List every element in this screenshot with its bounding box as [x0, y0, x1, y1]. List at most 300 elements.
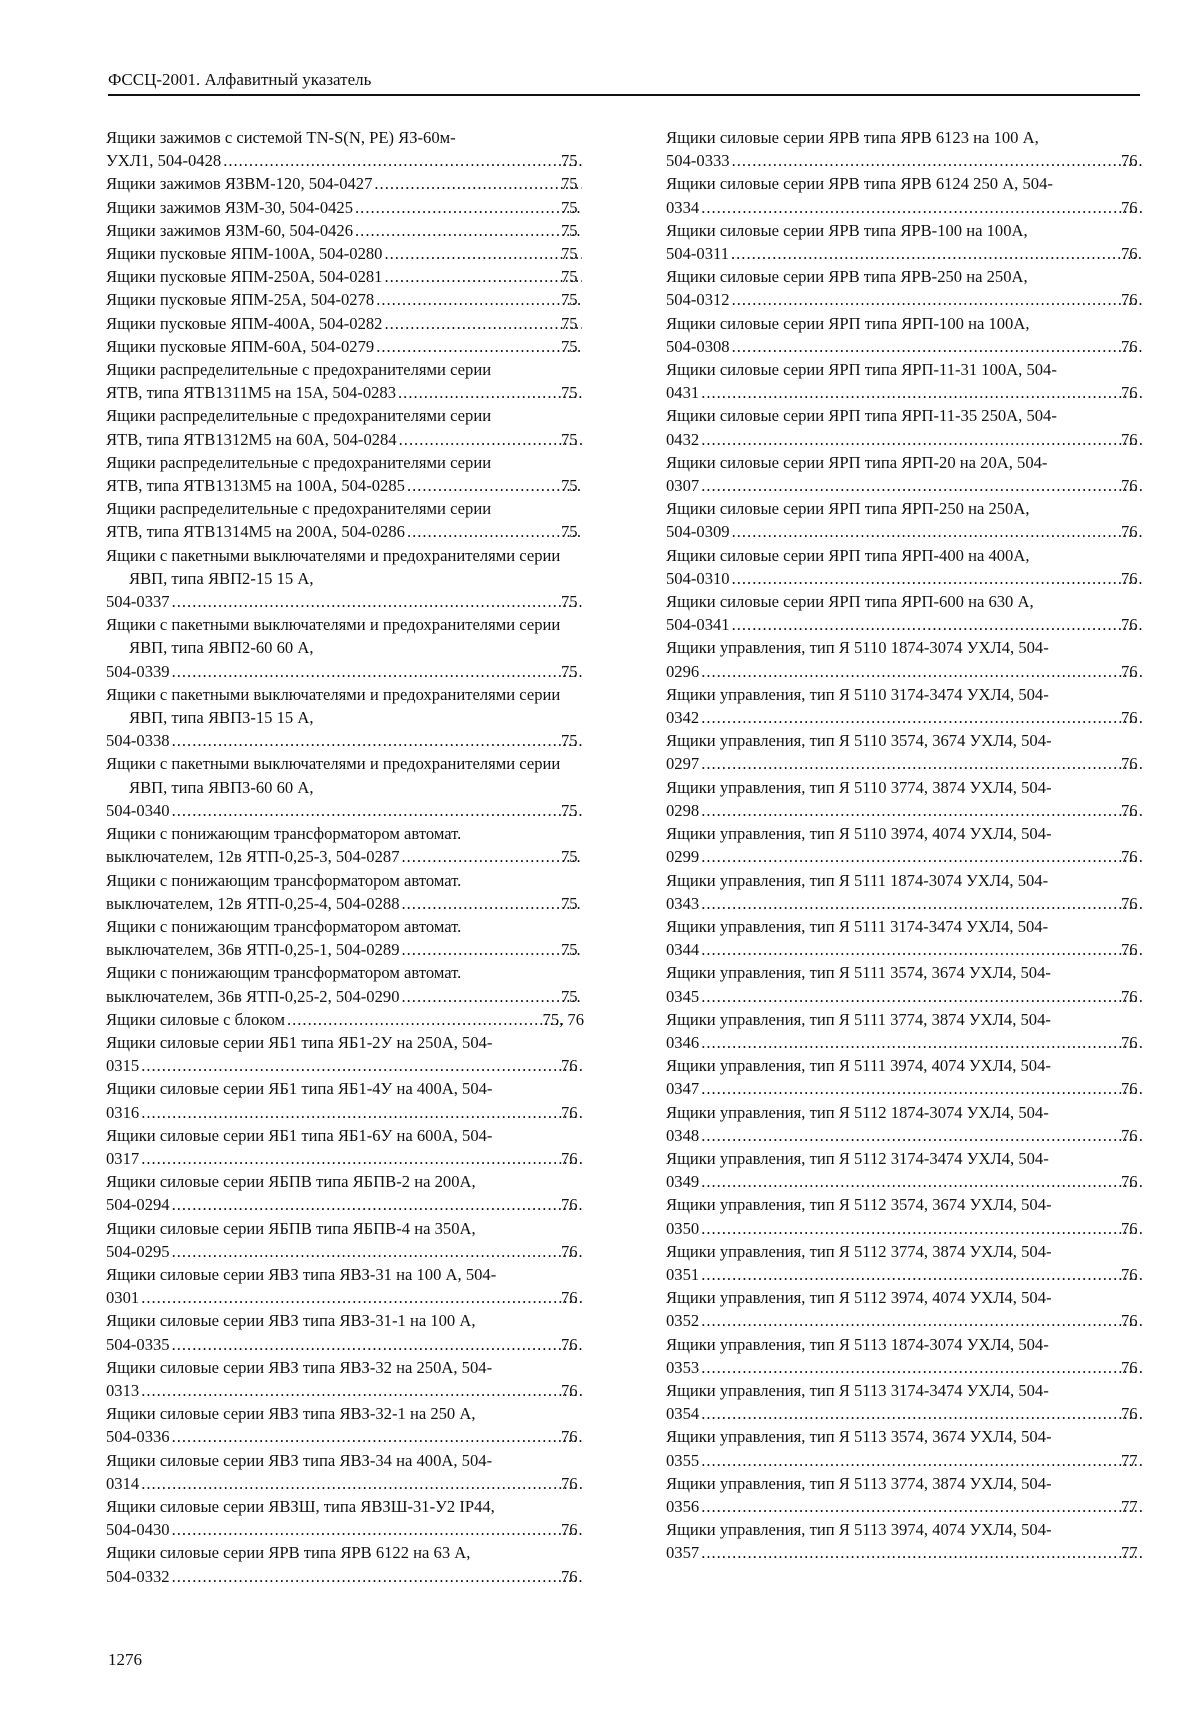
- index-entry: [106, 288, 584, 311]
- index-entry: [106, 1402, 584, 1448]
- dot-leader: [701, 1170, 1142, 1193]
- index-entry: [106, 404, 584, 450]
- entry-title: Ящики силовые серии ЯРП типа ЯРП-250 на 250А,: [666, 499, 1030, 519]
- entry-line: выключателем, 12в ЯТП-0,25-4, 504-0288 ..... 75: [129, 892, 584, 915]
- entry-line: 0356 ..... 77: [689, 1495, 1144, 1518]
- entry-text: 0342: [666, 708, 700, 728]
- entry-line: 0296 ..... 76: [689, 660, 1144, 683]
- dot-leader: [398, 381, 582, 404]
- entry-title: Ящики с пакетными выключателями и предохранителями серии ЯВП, типа ЯВП2-60 60 А,: [106, 615, 561, 658]
- dot-leader: [701, 660, 1142, 683]
- entry-line: Ящики зажимов ЯЗМ-60, 504-0426 ..... 75: [129, 219, 584, 242]
- entry-title: Ящики с понижающим трансформатором автомат.: [106, 870, 462, 890]
- dot-leader: [141, 1147, 582, 1170]
- index-entry: [666, 1008, 1144, 1054]
- dot-leader: [701, 752, 1142, 775]
- entry-text: 504-0310: [666, 568, 730, 588]
- entry-text: 504-0335: [106, 1334, 170, 1354]
- entry-title: Ящики распределительные с предохранителями серии: [106, 452, 492, 472]
- dot-leader: [384, 242, 582, 265]
- entry-title: Ящики силовые серии ЯРП типа ЯРП-600 на 630 А,: [666, 592, 1034, 612]
- entry-title: Ящики управления, тип Я 5110 3774, 3874 УХЛ4, 504-: [666, 777, 1052, 797]
- entry-text: 504-0337: [106, 592, 170, 612]
- index-entry: [106, 1170, 584, 1216]
- entry-title: Ящики управления, тип Я 5110 1874-3074 УХЛ4, 504-: [666, 638, 1049, 658]
- entry-title: Ящики силовые серии ЯРВ типа ЯРВ 6124 250 А, 504-: [666, 174, 1053, 194]
- entry-text: 0353: [666, 1357, 700, 1377]
- entry-text: 0317: [106, 1148, 140, 1168]
- entry-text: 0301: [106, 1288, 140, 1308]
- entry-line: 504-0336 ..... 76: [129, 1425, 584, 1448]
- dot-leader: [732, 335, 1142, 358]
- index-entry: [666, 358, 1144, 404]
- entry-line: ЯТВ, типа ЯТВ1314М5 на 200А, 504-0286 ..... 75: [129, 520, 584, 543]
- entry-title: Ящики управления, тип Я 5111 3974, 4074 УХЛ4, 504-: [666, 1056, 1051, 1076]
- dot-leader: [374, 172, 582, 195]
- entry-title: Ящики с понижающим трансформатором автомат.: [106, 963, 462, 983]
- dot-leader: [172, 1425, 582, 1448]
- entry-line: 0313 ..... 76: [129, 1379, 584, 1402]
- index-entry: [106, 1541, 584, 1587]
- entry-line: 504-0308 ..... 76: [689, 335, 1144, 358]
- index-entry: [666, 729, 1144, 775]
- dot-leader: [141, 1286, 582, 1309]
- entry-text: 504-0336: [106, 1427, 170, 1447]
- entry-line: Ящики пусковые ЯПМ-250А, 504-0281 ..... 75: [129, 265, 584, 288]
- entry-line: 504-0311 ..... 76: [689, 242, 1144, 265]
- index-entry: [106, 196, 584, 219]
- dot-leader: [141, 1379, 582, 1402]
- entry-text: 0296: [666, 661, 700, 681]
- dot-leader: [172, 1333, 582, 1356]
- entry-text: Ящики зажимов ЯЗМ-60, 504-0426: [106, 220, 354, 240]
- index-entry: [106, 1356, 584, 1402]
- index-entry: [106, 869, 584, 915]
- entry-title: Ящики с пакетными выключателями и предохранителями серии ЯВП, типа ЯВП2-15 15 А,: [106, 545, 561, 588]
- entry-line: 0344 ..... 76: [689, 938, 1144, 961]
- entry-text: выключателем, 36в ЯТП-0,25-1, 504-0289: [106, 940, 400, 960]
- dot-leader: [732, 520, 1142, 543]
- entry-line: 504-0333 ..... 76: [689, 149, 1144, 172]
- entry-text: 504-0308: [666, 336, 730, 356]
- entry-title: Ящики распределительные с предохранителями серии: [106, 360, 492, 380]
- index-entry: [666, 961, 1144, 1007]
- dot-leader: [701, 706, 1142, 729]
- page-number: 1276: [108, 1650, 142, 1669]
- entry-text: 0351: [666, 1264, 700, 1284]
- index-entry: [106, 172, 584, 195]
- entry-text: 0316: [106, 1102, 140, 1122]
- entry-text: 0314: [106, 1473, 140, 1493]
- entry-text: 504-0341: [666, 615, 730, 635]
- entry-title: Ящики силовые серии ЯВЗ типа ЯВЗ-31 на 100 А, 504-: [106, 1264, 497, 1284]
- index-entry: [666, 915, 1144, 961]
- index-entry: [666, 265, 1144, 311]
- entry-title: Ящики силовые серии ЯРВ типа ЯРВ-250 на 250А,: [666, 267, 1028, 287]
- entry-text: Ящики пусковые ЯПМ-100А, 504-0280: [106, 244, 383, 264]
- index-entry: [106, 613, 584, 683]
- index-entry: [106, 1449, 584, 1495]
- index-entry: [666, 1472, 1144, 1518]
- index-entry: [106, 1008, 584, 1031]
- entry-title: Ящики управления, тип Я 5111 3774, 3874 УХЛ4, 504-: [666, 1009, 1051, 1029]
- dot-leader: [701, 1309, 1142, 1332]
- index-entry: [666, 219, 1144, 265]
- entry-line: 0317 ..... 76: [129, 1147, 584, 1170]
- dot-leader: [172, 1193, 582, 1216]
- dot-leader: [223, 149, 582, 172]
- index-entry: [666, 1240, 1144, 1286]
- index-entry: [666, 544, 1144, 590]
- dot-leader: [701, 1356, 1142, 1379]
- entry-title: Ящики управления, тип Я 5113 1874-3074 УХЛ4, 504-: [666, 1334, 1049, 1354]
- entry-text: 504-0312: [666, 290, 730, 310]
- entry-title: Ящики с пакетными выключателями и предохранителями серии ЯВП, типа ЯВП3-60 60 А,: [106, 754, 561, 797]
- entry-text: 0349: [666, 1172, 700, 1192]
- index-entry: [106, 265, 584, 288]
- entry-text: 0355: [666, 1450, 700, 1470]
- entry-title: Ящики с понижающим трансформатором автомат.: [106, 916, 462, 936]
- index-entry: [106, 683, 584, 753]
- entry-text: 0356: [666, 1496, 700, 1516]
- entry-title: Ящики силовые серии ЯРП типа ЯРП-11-35 250А, 504-: [666, 406, 1057, 426]
- dot-leader: [732, 567, 1142, 590]
- entry-text: 0334: [666, 197, 700, 217]
- entry-line: 0354 ..... 76: [689, 1402, 1144, 1425]
- index-column-right: [666, 126, 1144, 1565]
- entry-title: Ящики зажимов с системой TN-S(N, PE) ЯЗ-60м-: [106, 128, 456, 147]
- entry-text: 0315: [106, 1056, 140, 1076]
- entry-text: 504-0311: [666, 244, 729, 264]
- entry-title: Ящики управления, тип Я 5110 3974, 4074 УХЛ4, 504-: [666, 824, 1052, 844]
- entry-text: Ящики силовые с блоком: [106, 1009, 285, 1029]
- dot-leader: [701, 799, 1142, 822]
- dot-leader: [402, 892, 583, 915]
- entry-text: Ящики пусковые ЯПМ-60А, 504-0279: [106, 336, 375, 356]
- entry-line: Ящики пусковые ЯПМ-60А, 504-0279 ..... 75: [129, 335, 584, 358]
- dot-leader: [732, 149, 1142, 172]
- entry-title: Ящики с понижающим трансформатором автомат.: [106, 824, 462, 844]
- entry-title: Ящики управления, тип Я 5112 1874-3074 УХЛ4, 504-: [666, 1102, 1049, 1122]
- dot-leader: [141, 1054, 582, 1077]
- entry-title: Ящики управления, тип Я 5110 3574, 3674 УХЛ4, 504-: [666, 731, 1052, 751]
- index-entry: [106, 242, 584, 265]
- entry-line: 504-0294 ..... 76: [129, 1193, 584, 1216]
- index-entry: [666, 1333, 1144, 1379]
- entry-title: Ящики управления, тип Я 5113 3574, 3674 УХЛ4, 504-: [666, 1427, 1052, 1447]
- dot-leader: [355, 219, 582, 242]
- entry-title: Ящики силовые серии ЯРВ типа ЯРВ-100 на 100А,: [666, 220, 1028, 240]
- entry-text: 0343: [666, 893, 700, 913]
- entry-text: 504-0430: [106, 1520, 170, 1540]
- dot-leader: [701, 938, 1142, 961]
- entry-text: 504-0333: [666, 151, 730, 171]
- index-entry: [106, 126, 584, 172]
- entry-title: Ящики силовые серии ЯБ1 типа ЯБ1-2У на 250А, 504-: [106, 1032, 493, 1052]
- entry-title: Ящики силовые серии ЯРВ типа ЯРВ 6123 на 100 А,: [666, 128, 1039, 147]
- dot-leader: [376, 335, 582, 358]
- index-entry: [666, 869, 1144, 915]
- entry-title: Ящики управления, тип Я 5111 3574, 3674 УХЛ4, 504-: [666, 963, 1051, 983]
- dot-leader: [172, 1240, 582, 1263]
- index-entry: [666, 1054, 1144, 1100]
- index-entry: [106, 544, 584, 614]
- index-entry: [106, 961, 584, 1007]
- dot-leader: [701, 1402, 1142, 1425]
- entry-text: 0432: [666, 429, 700, 449]
- dot-leader: [402, 938, 583, 961]
- index-entry: [666, 1193, 1144, 1239]
- dot-leader: [172, 729, 582, 752]
- entry-text: Ящики зажимов ЯЗМ-30, 504-0425: [106, 197, 354, 217]
- index-entry: [666, 172, 1144, 218]
- index-entry: [666, 497, 1144, 543]
- entry-text: выключателем, 36в ЯТП-0,25-2, 504-0290: [106, 986, 400, 1006]
- index-entry: [106, 1263, 584, 1309]
- index-entry: [106, 1309, 584, 1355]
- dot-leader: [141, 1101, 582, 1124]
- dot-leader: [407, 520, 582, 543]
- index-entry: [666, 590, 1144, 636]
- dot-leader: [172, 799, 582, 822]
- entry-line: 0343 ..... 76: [689, 892, 1144, 915]
- index-entry: [106, 822, 584, 868]
- index-entry: [106, 1495, 584, 1541]
- entry-line: 0301 ..... 76: [129, 1286, 584, 1309]
- entry-title: Ящики силовые серии ЯРП типа ЯРП-400 на 400А,: [666, 545, 1030, 565]
- entry-title: Ящики управления, тип Я 5112 3574, 3674 УХЛ4, 504-: [666, 1195, 1052, 1215]
- entry-title: Ящики силовые серии ЯВЗ типа ЯВЗ-31-1 на 100 А,: [106, 1311, 476, 1331]
- entry-title: Ящики распределительные с предохранителями серии: [106, 499, 492, 519]
- entry-text: 0350: [666, 1218, 700, 1238]
- index-entry: [666, 1379, 1144, 1425]
- entry-line: 0299 ..... 76: [689, 845, 1144, 868]
- entry-title: Ящики управления, тип Я 5110 3174-3474 УХЛ4, 504-: [666, 684, 1049, 704]
- entry-line: 0297 ..... 76: [689, 752, 1144, 775]
- index-entry: [666, 776, 1144, 822]
- dot-leader: [407, 474, 582, 497]
- entry-line: выключателем, 12в ЯТП-0,25-3, 504-0287 ..... 75: [129, 845, 584, 868]
- dot-leader: [701, 474, 1142, 497]
- dot-leader: [701, 1495, 1142, 1518]
- entry-text: 504-0295: [106, 1241, 170, 1261]
- entry-text: 0344: [666, 940, 700, 960]
- index-entry: [666, 1286, 1144, 1332]
- dot-leader: [701, 892, 1142, 915]
- entry-title: Ящики управления, тип Я 5113 3174-3474 УХЛ4, 504-: [666, 1380, 1049, 1400]
- entry-line: Ящики пусковые ЯПМ-400А, 504-0282 ..... 75: [129, 312, 584, 335]
- entry-text: ЯТВ, типа ЯТВ1312М5 на 60А, 504-0284: [106, 429, 397, 449]
- entry-title: Ящики управления, тип Я 5112 3974, 4074 УХЛ4, 504-: [666, 1288, 1052, 1308]
- entry-text: 504-0309: [666, 522, 730, 542]
- entry-line: 0355 ..... 77: [689, 1449, 1144, 1472]
- entry-text: Ящики пусковые ЯПМ-400А, 504-0282: [106, 313, 383, 333]
- index-entry: [666, 312, 1144, 358]
- entry-line: ЯТВ, типа ЯТВ1311М5 на 15А, 504-0283 ..... 75: [129, 381, 584, 404]
- index-entry: [666, 1518, 1144, 1564]
- entry-line: Ящики пусковые ЯПМ-25А, 504-0278 ..... 75: [129, 288, 584, 311]
- index-entry: [666, 404, 1144, 450]
- entry-line: [106, 1008, 584, 1031]
- entry-title: Ящики распределительные с предохранителями серии: [106, 406, 492, 426]
- index-entry: [106, 1124, 584, 1170]
- entry-line: 0342 ..... 76: [689, 706, 1144, 729]
- dot-leader: [172, 590, 582, 613]
- entry-line: 0348 ..... 76: [689, 1124, 1144, 1147]
- entry-line: 0350 ..... 76: [689, 1217, 1144, 1240]
- entry-line: 0352 ..... 76: [689, 1309, 1144, 1332]
- dot-leader: [141, 1472, 582, 1495]
- dot-leader: [355, 196, 582, 219]
- dot-leader: [732, 288, 1142, 311]
- entry-text: 0346: [666, 1032, 700, 1052]
- entry-line: 0432 ..... 76: [689, 428, 1144, 451]
- entry-text: 0431: [666, 383, 700, 403]
- entry-text: 0352: [666, 1311, 700, 1331]
- entry-title: Ящики с пакетными выключателями и предохранителями серии ЯВП, типа ЯВП3-15 15 А,: [106, 684, 561, 728]
- entry-text: ЯТВ, типа ЯТВ1311М5 на 15А, 504-0283: [106, 383, 397, 403]
- entry-line: 0431 ..... 76: [689, 381, 1144, 404]
- dot-leader: [731, 242, 1142, 265]
- entry-text: Ящики пусковые ЯПМ-25А, 504-0278: [106, 290, 375, 310]
- dot-leader: [172, 1518, 582, 1541]
- entry-title: Ящики силовые серии ЯРП типа ЯРП-20 на 20А, 504-: [666, 452, 1048, 472]
- entry-line: 0346 ..... 76: [689, 1031, 1144, 1054]
- entry-title: Ящики управления, тип Я 5111 3174-3474 УХЛ4, 504-: [666, 916, 1049, 936]
- entry-title: Ящики силовые серии ЯВЗ типа ЯВЗ-34 на 400А, 504-: [106, 1450, 493, 1470]
- entry-line: 0334 ..... 76: [689, 196, 1144, 219]
- entry-line: 0349 ..... 76: [689, 1170, 1144, 1193]
- entry-title: Ящики силовые серии ЯРП типа ЯРП-11-31 100А, 504-: [666, 360, 1057, 380]
- dot-leader: [732, 613, 1142, 636]
- entry-line: 0357 ..... 77: [689, 1541, 1144, 1564]
- dot-leader: [384, 312, 582, 335]
- index-entry: [666, 126, 1144, 172]
- entry-line: 0315 ..... 76: [129, 1054, 584, 1077]
- entry-line: 504-0430 ..... 76: [129, 1518, 584, 1541]
- entry-line: 0316 ..... 76: [129, 1101, 584, 1124]
- index-entry: [106, 497, 584, 543]
- index-entry: [666, 636, 1144, 682]
- entry-text: 504-0332: [106, 1566, 170, 1586]
- entry-title: Ящики силовые серии ЯРП типа ЯРП-100 на 100А,: [666, 313, 1030, 333]
- index-entry: [666, 683, 1144, 729]
- index-column-left: [106, 126, 584, 1588]
- entry-title: Ящики управления, тип Я 5112 3174-3474 УХЛ4, 504-: [666, 1148, 1049, 1168]
- index-entry: [106, 1077, 584, 1123]
- entry-text: 504-0294: [106, 1195, 170, 1215]
- entry-title: Ящики управления, тип Я 5113 3974, 4074 УХЛ4, 504-: [666, 1520, 1052, 1540]
- index-entry: [106, 312, 584, 335]
- index-entry: [106, 1217, 584, 1263]
- entry-text: 0297: [666, 754, 700, 774]
- entry-text: ЯТВ, типа ЯТВ1313М5 на 100А, 504-0285: [106, 476, 405, 496]
- entry-line: 0314 ..... 76: [129, 1472, 584, 1495]
- entry-text: ЯТВ, типа ЯТВ1314М5 на 200А, 504-0286: [106, 522, 405, 542]
- entry-title: Ящики управления, тип Я 5112 3774, 3874 УХЛ4, 504-: [666, 1241, 1052, 1261]
- entry-line: 0298 ..... 76: [689, 799, 1144, 822]
- dot-leader: [701, 428, 1142, 451]
- index-entry: [106, 915, 584, 961]
- dot-leader: [701, 1077, 1142, 1100]
- dot-leader: [287, 1008, 564, 1031]
- index-entry: [666, 1101, 1144, 1147]
- entry-line: 504-0337 ..... 75: [129, 590, 584, 613]
- index-entry: [666, 822, 1144, 868]
- index-entry: [106, 451, 584, 497]
- entry-text: 0348: [666, 1125, 700, 1145]
- dot-leader: [376, 288, 582, 311]
- entry-line: 0351 ..... 76: [689, 1263, 1144, 1286]
- entry-line: 504-0341 ..... 76: [689, 613, 1144, 636]
- dot-leader: [172, 1565, 582, 1588]
- entry-title: Ящики силовые серии ЯБПВ типа ЯБПВ-4 на 350А,: [106, 1218, 476, 1238]
- entry-title: Ящики силовые серии ЯРВ типа ЯРВ 6122 на 63 А,: [106, 1543, 471, 1563]
- entry-line: 504-0335 ..... 76: [129, 1333, 584, 1356]
- dot-leader: [172, 660, 582, 683]
- entry-line: 504-0312 ..... 76: [689, 288, 1144, 311]
- entry-line: 504-0295 ..... 76: [129, 1240, 584, 1263]
- entry-title: Ящики управления, тип Я 5113 3774, 3874 УХЛ4, 504-: [666, 1473, 1052, 1493]
- entry-line: 504-0340 ..... 75: [129, 799, 584, 822]
- entry-line: 504-0332 ..... 76: [129, 1565, 584, 1588]
- dot-leader: [701, 1124, 1142, 1147]
- entry-title: Ящики силовые серии ЯБ1 типа ЯБ1-6У на 600А, 504-: [106, 1125, 493, 1145]
- entry-line: 504-0309 ..... 76: [689, 520, 1144, 543]
- dot-leader: [402, 985, 583, 1008]
- entry-text: 0354: [666, 1404, 700, 1424]
- entry-title: Ящики силовые серии ЯВЗШ, типа ЯВЗШ-31-У2 IP44,: [106, 1496, 495, 1516]
- entry-title: Ящики силовые серии ЯБПВ типа ЯБПВ-2 на 200А,: [106, 1172, 476, 1192]
- entry-line: Ящики зажимов ЯЗВМ-120, 504-0427 ..... 75: [129, 172, 584, 195]
- entry-line: Ящики пусковые ЯПМ-100А, 504-0280 ..... 75: [129, 242, 584, 265]
- entry-title: Ящики силовые серии ЯВЗ типа ЯВЗ-32-1 на 250 А,: [106, 1404, 476, 1424]
- entry-text: 0345: [666, 986, 700, 1006]
- entry-text: 0313: [106, 1380, 140, 1400]
- entry-page-ref: 75, 76: [542, 1009, 584, 1029]
- entry-text: УХЛ1, 504-0428: [106, 151, 222, 171]
- entry-text: 0347: [666, 1079, 700, 1099]
- dot-leader: [701, 1449, 1142, 1472]
- entry-line: 0347 ..... 76: [689, 1077, 1144, 1100]
- entry-text: 0299: [666, 847, 700, 867]
- dot-leader: [402, 845, 583, 868]
- entry-line: 0345 ..... 76: [689, 985, 1144, 1008]
- index-entry: [666, 1425, 1144, 1471]
- index-entry: [106, 358, 584, 404]
- entry-line: 504-0339 ..... 75: [129, 660, 584, 683]
- dot-leader: [701, 985, 1142, 1008]
- dot-leader: [384, 265, 582, 288]
- dot-leader: [701, 196, 1142, 219]
- entry-line: 0307 ..... 76: [689, 474, 1144, 497]
- page-header: ФССЦ-2001. Алфавитный указатель: [108, 70, 1140, 96]
- dot-leader: [399, 428, 582, 451]
- entry-text: 504-0339: [106, 661, 170, 681]
- entry-text: выключателем, 12в ЯТП-0,25-3, 504-0287: [106, 847, 400, 867]
- entry-line: УХЛ1, 504-0428 ..... 75: [129, 149, 584, 172]
- entry-line: ЯТВ, типа ЯТВ1313М5 на 100А, 504-0285 ..... 75: [129, 474, 584, 497]
- entry-title: Ящики силовые серии ЯБ1 типа ЯБ1-4У на 400А, 504-: [106, 1079, 493, 1099]
- entry-text: 504-0338: [106, 731, 170, 751]
- entry-text: 0298: [666, 800, 700, 820]
- dot-leader: [701, 1217, 1142, 1240]
- dot-leader: [701, 845, 1142, 868]
- entry-line: ЯТВ, типа ЯТВ1312М5 на 60А, 504-0284 ..... 75: [129, 428, 584, 451]
- entry-text: 0357: [666, 1543, 700, 1563]
- entry-text: Ящики пусковые ЯПМ-250А, 504-0281: [106, 267, 383, 287]
- index-entry: [666, 451, 1144, 497]
